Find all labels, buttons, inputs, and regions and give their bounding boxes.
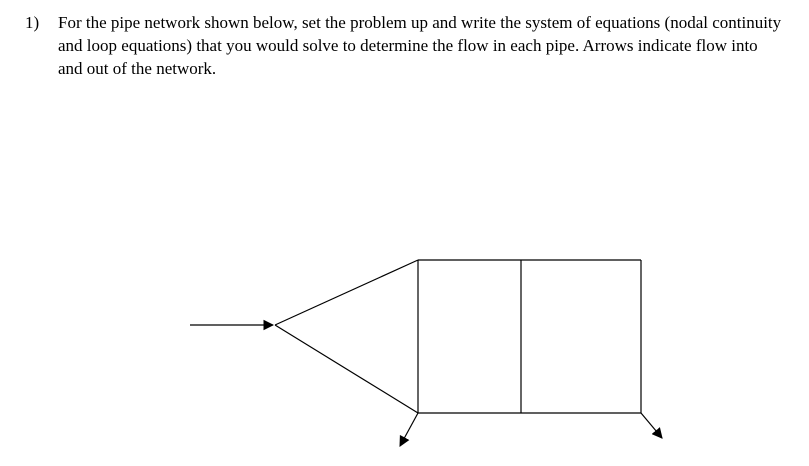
problem-text: For the pipe network shown below, set the problem up and write the system of equations (nodal continuity and loop equations) that you would solve to determine the flow in each pipe. Arrows indicate flow into and out of the network. bbox=[58, 13, 782, 78]
lower-branch-pipe bbox=[275, 325, 418, 413]
outflow-left-arrow bbox=[400, 413, 418, 446]
upper-branch-pipe bbox=[275, 260, 418, 325]
problem-number: 1) bbox=[25, 13, 40, 32]
outflow-right-arrow bbox=[641, 413, 662, 438]
